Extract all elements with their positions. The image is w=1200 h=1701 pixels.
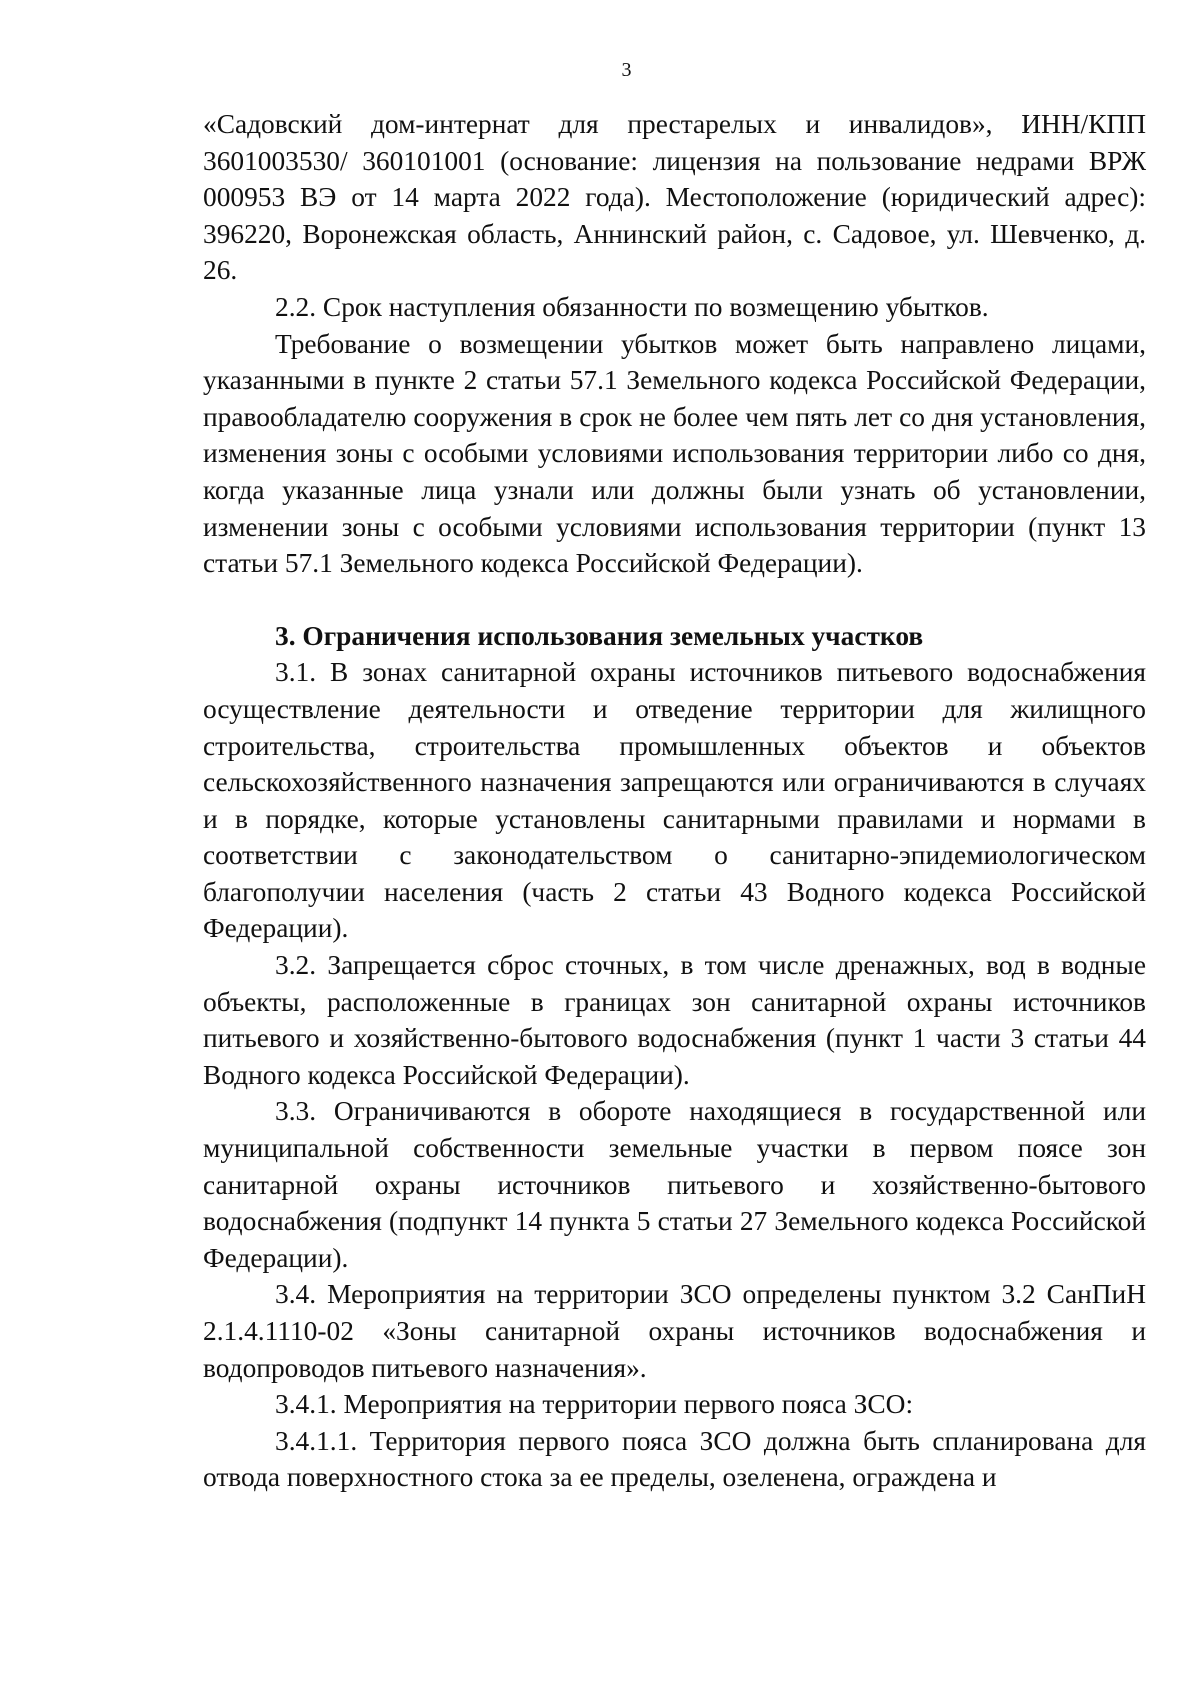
paragraph-3-4: 3.4. Мероприятия на территории ЗСО определены пунктом 3.2 СанПиН 2.1.4.1110-02 «Зоны санитарной охраны источников водоснабжения и водопроводов питьевого назначения». xyxy=(203,1279,1146,1383)
paragraph-3-4-1: 3.4.1. Мероприятия на территории первого пояса ЗСО: xyxy=(275,1389,914,1420)
paragraph-3-4-1-1: 3.4.1.1. Территория первого пояса ЗСО должна быть спланирована для отвода поверхностного стока за ее пределы, озеленена, ограждена и xyxy=(203,1425,1146,1493)
paragraph-3-2: 3.2. Запрещается сброс сточных, в том числе дренажных, вод в водные объекты, расположенные в границах зон санитарной охраны источников питьевого и хозяйственно-бытового водоснабжения (пункт 1 части 3 статьи 44 Водного кодекса Российской Федерации). xyxy=(203,950,1146,1090)
paragraph-organization-details: «Садовский дом-интернат для престарелых и инвалидов», ИНН/КПП 3601003530/ 360101001 (основание: лицензия на пользование недрами ВРЖ 000953 ВЭ от 14 марта 2022 года). Местоположение (юридический адрес): 396220, Воронежская область, Аннинский район, с. Садовое, ул. Шевченко, д. 26. xyxy=(203,109,1146,286)
paragraph-3-3: 3.3. Ограничиваются в обороте находящиеся в государственной или муниципальной собственности земельные участки в первом поясе зон санитарной охраны источников питьевого и хозяйственно-бытового водоснабжения (подпункт 14 пункта 5 статьи 27 Земельного кодекса Российской Федерации). xyxy=(203,1096,1146,1273)
paragraph-3-1: 3.1. В зонах санитарной охраны источников питьевого водоснабжения осуществление деятельности и отведение территории для жилищного строительства, строительства промышленных объектов и объектов сельскохозяйственного назначения запрещаются или ограничиваются в случаях и в порядке, которые установлены санитарными правилами и нормами в соответствии с законодательством о санитарно-эпидемиологическом благополучии населения (часть 2 статьи 43 Водного кодекса Российской Федерации). xyxy=(203,657,1146,944)
page-number: 3 xyxy=(621,59,632,81)
paragraph-damages-claim: Требование о возмещении убытков может быть направлено лицами, указанными в пункте 2 статьи 57.1 Земельного кодекса Российской Федерации, правообладателю сооружения в срок не более чем пять лет со дня установления, изменения зоны с особыми условиями использования территории либо со дня, когда указанные лица узнали или должны были узнать об установлении, изменении зоны с особыми условиями использования территории (пункт 13 статьи 57.1 Земельного кодекса Российской Федерации). xyxy=(203,328,1146,579)
section-3-heading: 3. Ограничения использования земельных участков xyxy=(275,620,924,651)
document-body xyxy=(203,106,1146,1496)
paragraph-2-2-heading: 2.2. Срок наступления обязанности по возмещению убытков. xyxy=(275,291,989,322)
